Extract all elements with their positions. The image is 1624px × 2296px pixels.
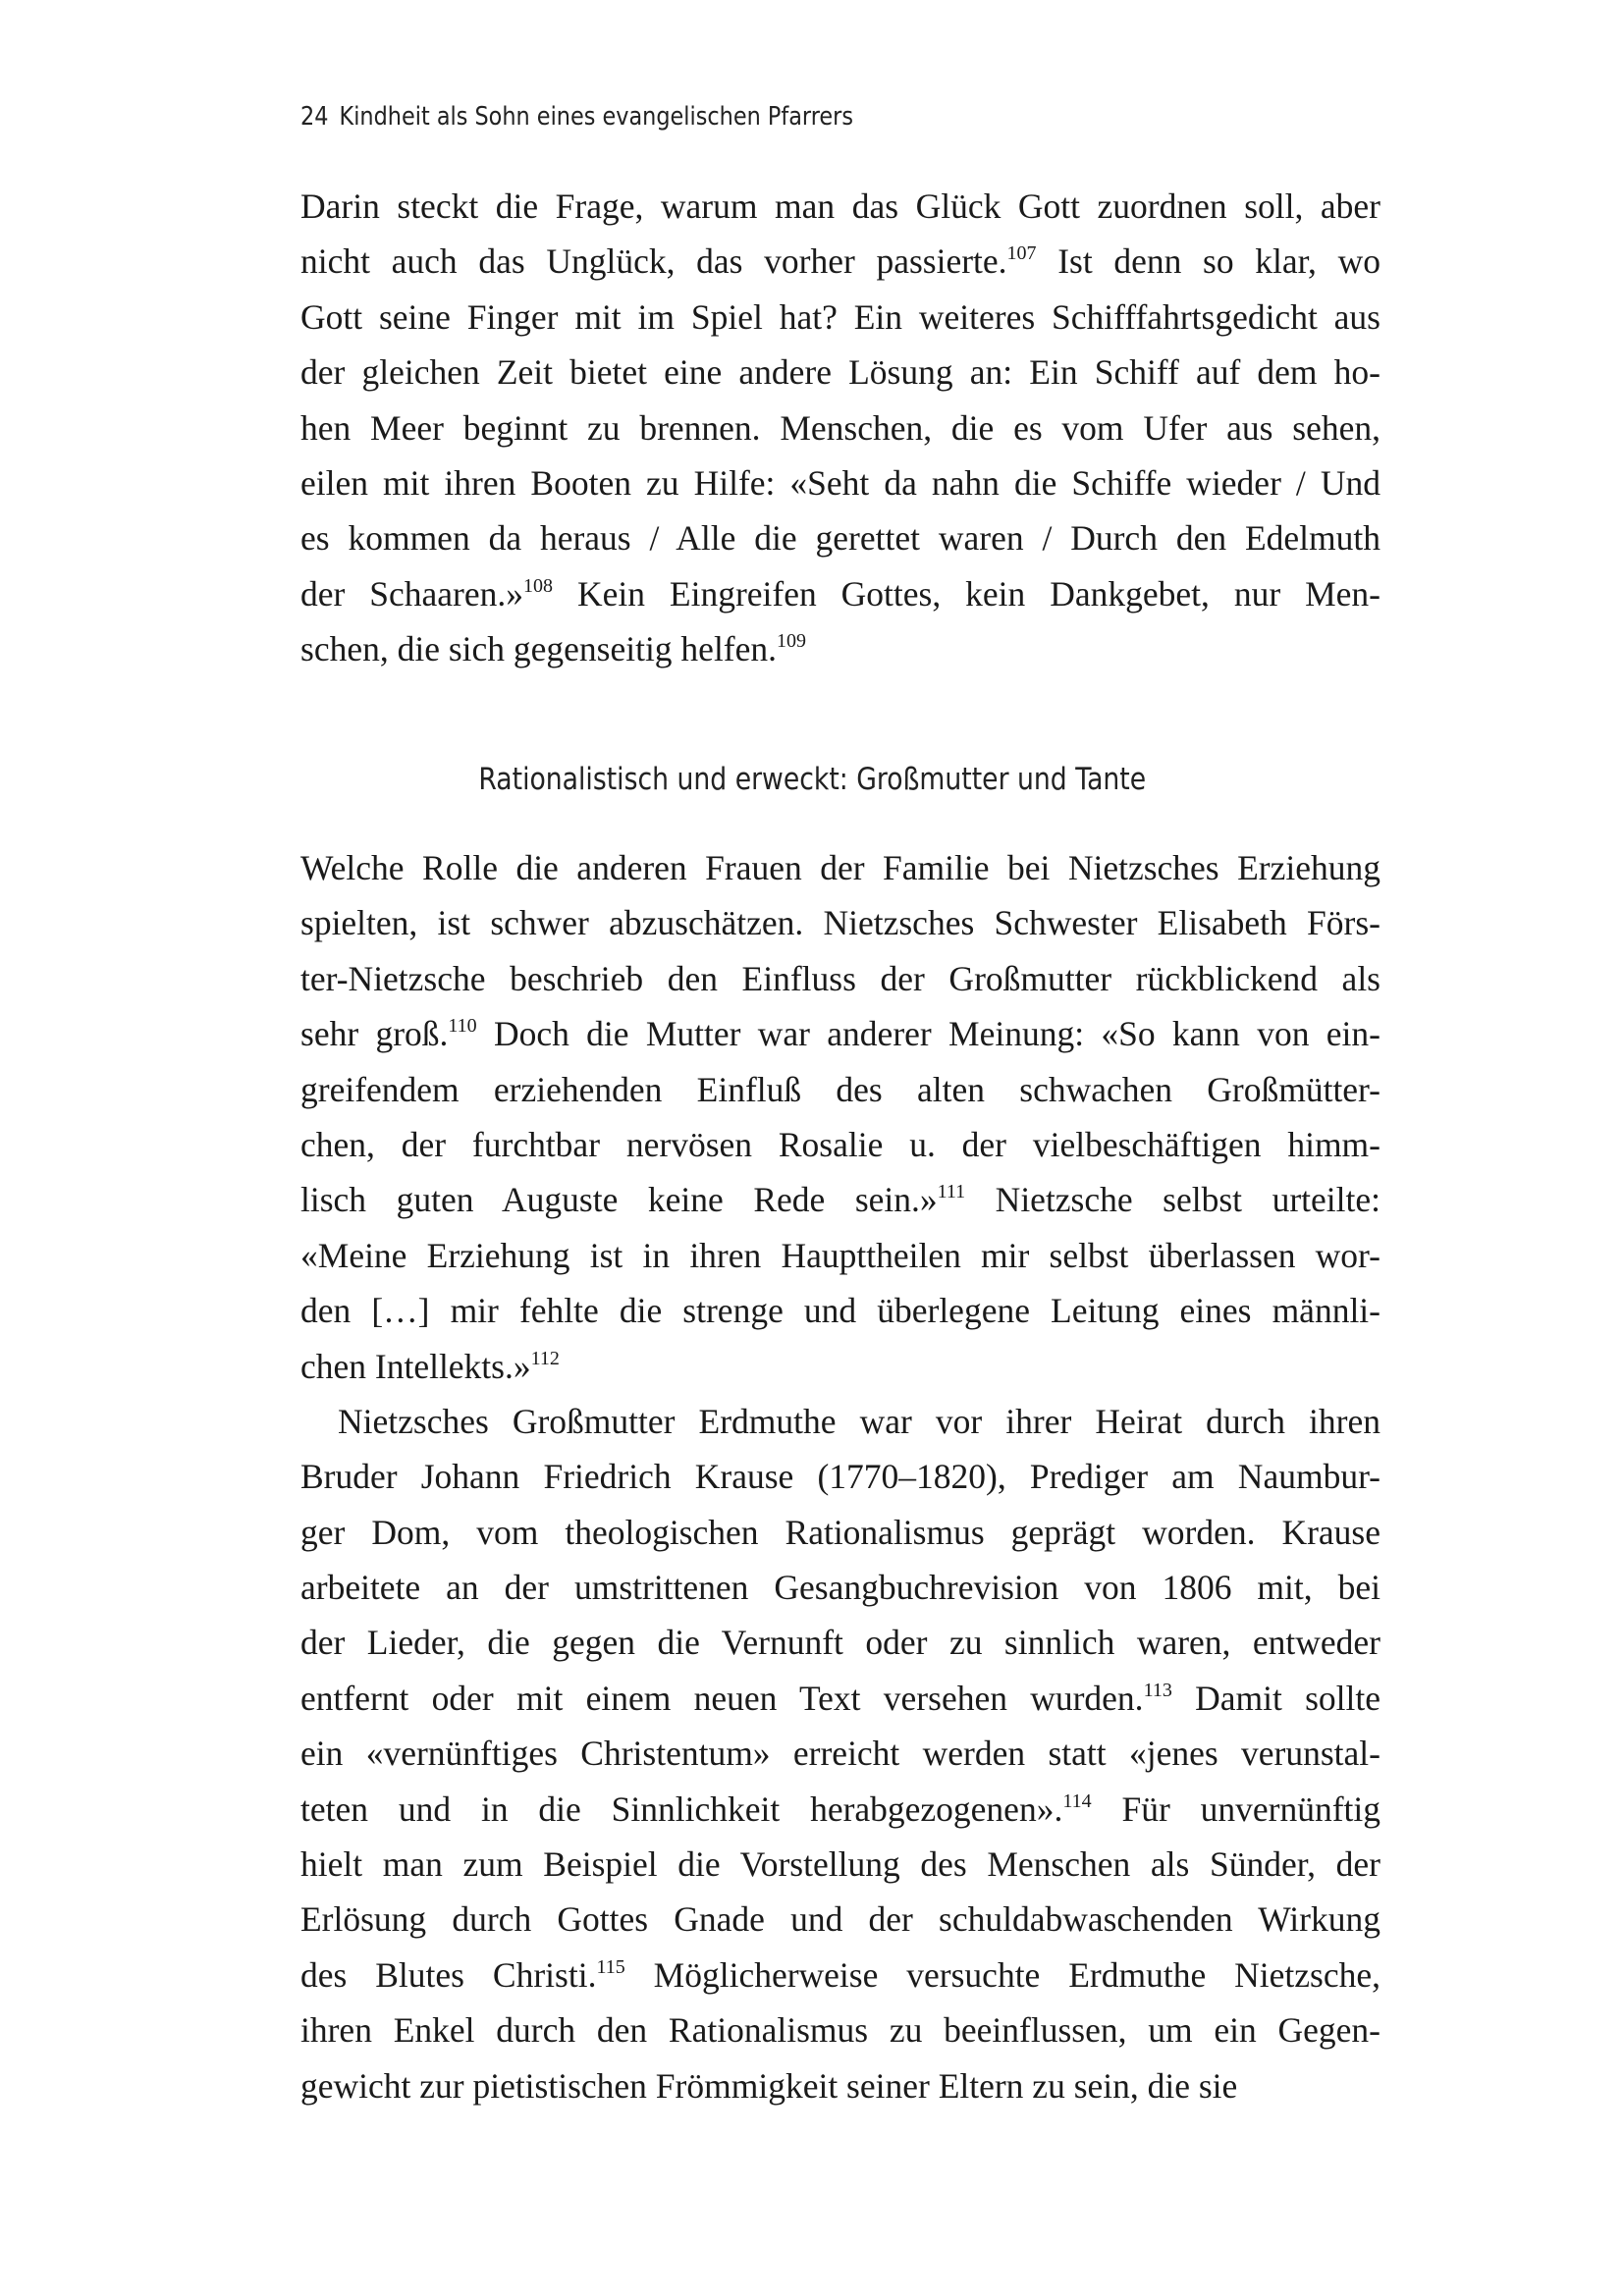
text-line: [300, 1615, 1380, 1670]
footnote-reference[interactable]: 113: [1143, 1679, 1172, 1701]
line-text: hielt man zum Beispiel die Vorstellung des Menschen als Sünder, der: [300, 1844, 1380, 1885]
line-text: ger Dom, vom theologischen Rationalismus geprägt worden. Krause: [300, 1512, 1380, 1552]
line-text-continued: Ist denn so klar, wo: [1036, 241, 1380, 282]
text-line: [300, 1948, 1380, 2002]
line-text: es kommen da heraus / Alle die gerettet waren / Durch den Edelmuth: [300, 518, 1380, 559]
text-line: [300, 1505, 1380, 1560]
line-text-continued: Für unvernünftig: [1091, 1789, 1380, 1829]
footnote-reference[interactable]: 114: [1062, 1789, 1092, 1812]
footnote-reference[interactable]: 110: [448, 1015, 477, 1038]
text-line: [300, 951, 1380, 1006]
line-text: greifendem erziehenden Einfluß des alten schwachen Großmütter-: [300, 1069, 1380, 1109]
section-heading: [0, 762, 1624, 797]
footnote-reference[interactable]: 112: [530, 1347, 560, 1369]
line-text: lisch guten Auguste keine Rede sein.»: [300, 1180, 938, 1220]
line-text: arbeitete an der umstrittenen Gesangbuchrevision von 1806 mit, bei: [300, 1568, 1380, 1608]
line-text: der gleichen Zeit bietet eine andere Lösung an: Ein Schiff auf dem ho-: [300, 352, 1380, 393]
line-text: eilen mit ihren Booten zu Hilfe: «Seht da nahn die Schiffe wieder / Und: [300, 462, 1380, 503]
line-text: schen, die sich gegenseitig helfen.: [300, 629, 778, 669]
paragraph-1: [300, 179, 1380, 677]
text-line: [300, 1837, 1380, 1892]
text-line: [300, 1726, 1380, 1781]
text-line: [300, 234, 1380, 289]
text-line: [300, 510, 1380, 565]
text-line: [300, 345, 1380, 400]
text-line: [300, 1782, 1380, 1837]
running-head-title: Kindheit als Sohn eines evangelischen Pfarrers: [339, 102, 854, 132]
line-text: Welche Rolle die anderen Frauen der Familie bei Nietzsches Erziehung: [300, 848, 1380, 887]
text-line: [300, 895, 1380, 950]
text-line: [300, 840, 1380, 895]
line-text: ihren Enkel durch den Rationalismus zu beeinflussen, um ein Gegen-: [300, 2010, 1380, 2051]
running-head: [300, 102, 853, 132]
line-text-continued: Nietzsche selbst urteilte:: [965, 1180, 1380, 1220]
text-line: [300, 1117, 1380, 1172]
text-line: [300, 2058, 1380, 2113]
line-text-continued: Möglicherweise versuchte Erdmuthe Nietzsche,: [624, 1954, 1381, 1995]
line-text: «Meine Erziehung ist in ihren Haupttheilen mir selbst überlassen wor-: [300, 1235, 1380, 1275]
line-text: Bruder Johann Friedrich Krause (1770–1820), Prediger am Naumbur-: [300, 1457, 1380, 1497]
footnote-reference[interactable]: 115: [596, 1955, 625, 1978]
footnote-reference[interactable]: 109: [777, 630, 807, 653]
footnote-reference[interactable]: 111: [937, 1181, 966, 1203]
line-text-continued: Damit sollte: [1171, 1678, 1380, 1718]
text-line: [300, 1560, 1380, 1615]
text-line: [300, 1339, 1380, 1394]
text-line: [300, 1283, 1380, 1338]
footnote-reference[interactable]: 107: [1006, 242, 1037, 265]
text-line: [300, 179, 1380, 234]
text-line: [300, 1394, 1380, 1449]
line-text: sehr groß.: [300, 1014, 449, 1054]
line-text: entfernt oder mit einem neuen Text versehen wurden.: [300, 1678, 1144, 1718]
page-number: 24: [300, 102, 329, 132]
line-text: Erlösung durch Gottes Gnade und der schuldabwaschenden Wirkung: [300, 1899, 1380, 1940]
line-text-continued: Kein Eingreifen Gottes, kein Dankgebet, nur Men-: [553, 573, 1380, 614]
text-line: [300, 1172, 1380, 1227]
line-text: den […] mir fehlte die strenge und überlegene Leitung eines männli-: [300, 1291, 1380, 1331]
text-line: [300, 2002, 1380, 2057]
paragraphs-2-3: [300, 840, 1380, 2113]
text-line: [300, 621, 1380, 676]
line-text: der Schaaren.»: [300, 573, 523, 614]
line-text: nicht auch das Unglück, das vorher passierte.: [300, 241, 1007, 282]
line-text-continued: Doch die Mutter war anderer Meinung: «So kann von ein-: [476, 1014, 1380, 1054]
line-text: Nietzsches Großmutter Erdmuthe war vor ihrer Heirat durch ihren: [338, 1401, 1380, 1441]
line-text: des Blutes Christi.: [300, 1954, 597, 1995]
line-text: chen, der furchtbar nervösen Rosalie u. der vielbeschäftigen himm-: [300, 1124, 1380, 1164]
text-line: [300, 1449, 1380, 1504]
line-text: teten und in die Sinnlichkeit herabgezogenen».: [300, 1789, 1063, 1829]
line-text: ein «vernünftiges Christentum» erreicht werden statt «jenes verunstal-: [300, 1734, 1380, 1774]
footnote-reference[interactable]: 108: [523, 574, 553, 597]
text-line: [300, 400, 1380, 455]
text-line: [300, 290, 1380, 345]
text-line: [300, 455, 1380, 510]
text-line: [300, 1671, 1380, 1726]
text-line: [300, 1892, 1380, 1947]
line-text: ter-Nietzsche beschrieb den Einfluss der Großmutter rückblickend als: [300, 958, 1380, 998]
line-text: gewicht zur pietistischen Frömmigkeit seiner Eltern zu sein, die sie: [300, 2065, 1238, 2106]
line-text: Gott seine Finger mit im Spiel hat? Ein weiteres Schifffahrtsgedicht aus: [300, 296, 1380, 337]
line-text: hen Meer beginnt zu brennen. Menschen, die es vom Ufer aus sehen,: [300, 407, 1380, 448]
section-heading-text: Rationalistisch und erweckt: Großmutter und Tante: [478, 762, 1146, 797]
text-line: [300, 1062, 1380, 1117]
line-text: Darin steckt die Frage, warum man das Glück Gott zuordnen soll, aber: [300, 187, 1380, 226]
text-line: [300, 1228, 1380, 1283]
line-text: spielten, ist schwer abzuschätzen. Nietzsches Schwester Elisabeth Förs-: [300, 903, 1380, 943]
line-text: chen Intellekts.»: [300, 1346, 531, 1386]
text-line: [300, 1006, 1380, 1061]
text-line: [300, 566, 1380, 621]
line-text: der Lieder, die gegen die Vernunft oder zu sinnlich waren, entweder: [300, 1623, 1380, 1663]
